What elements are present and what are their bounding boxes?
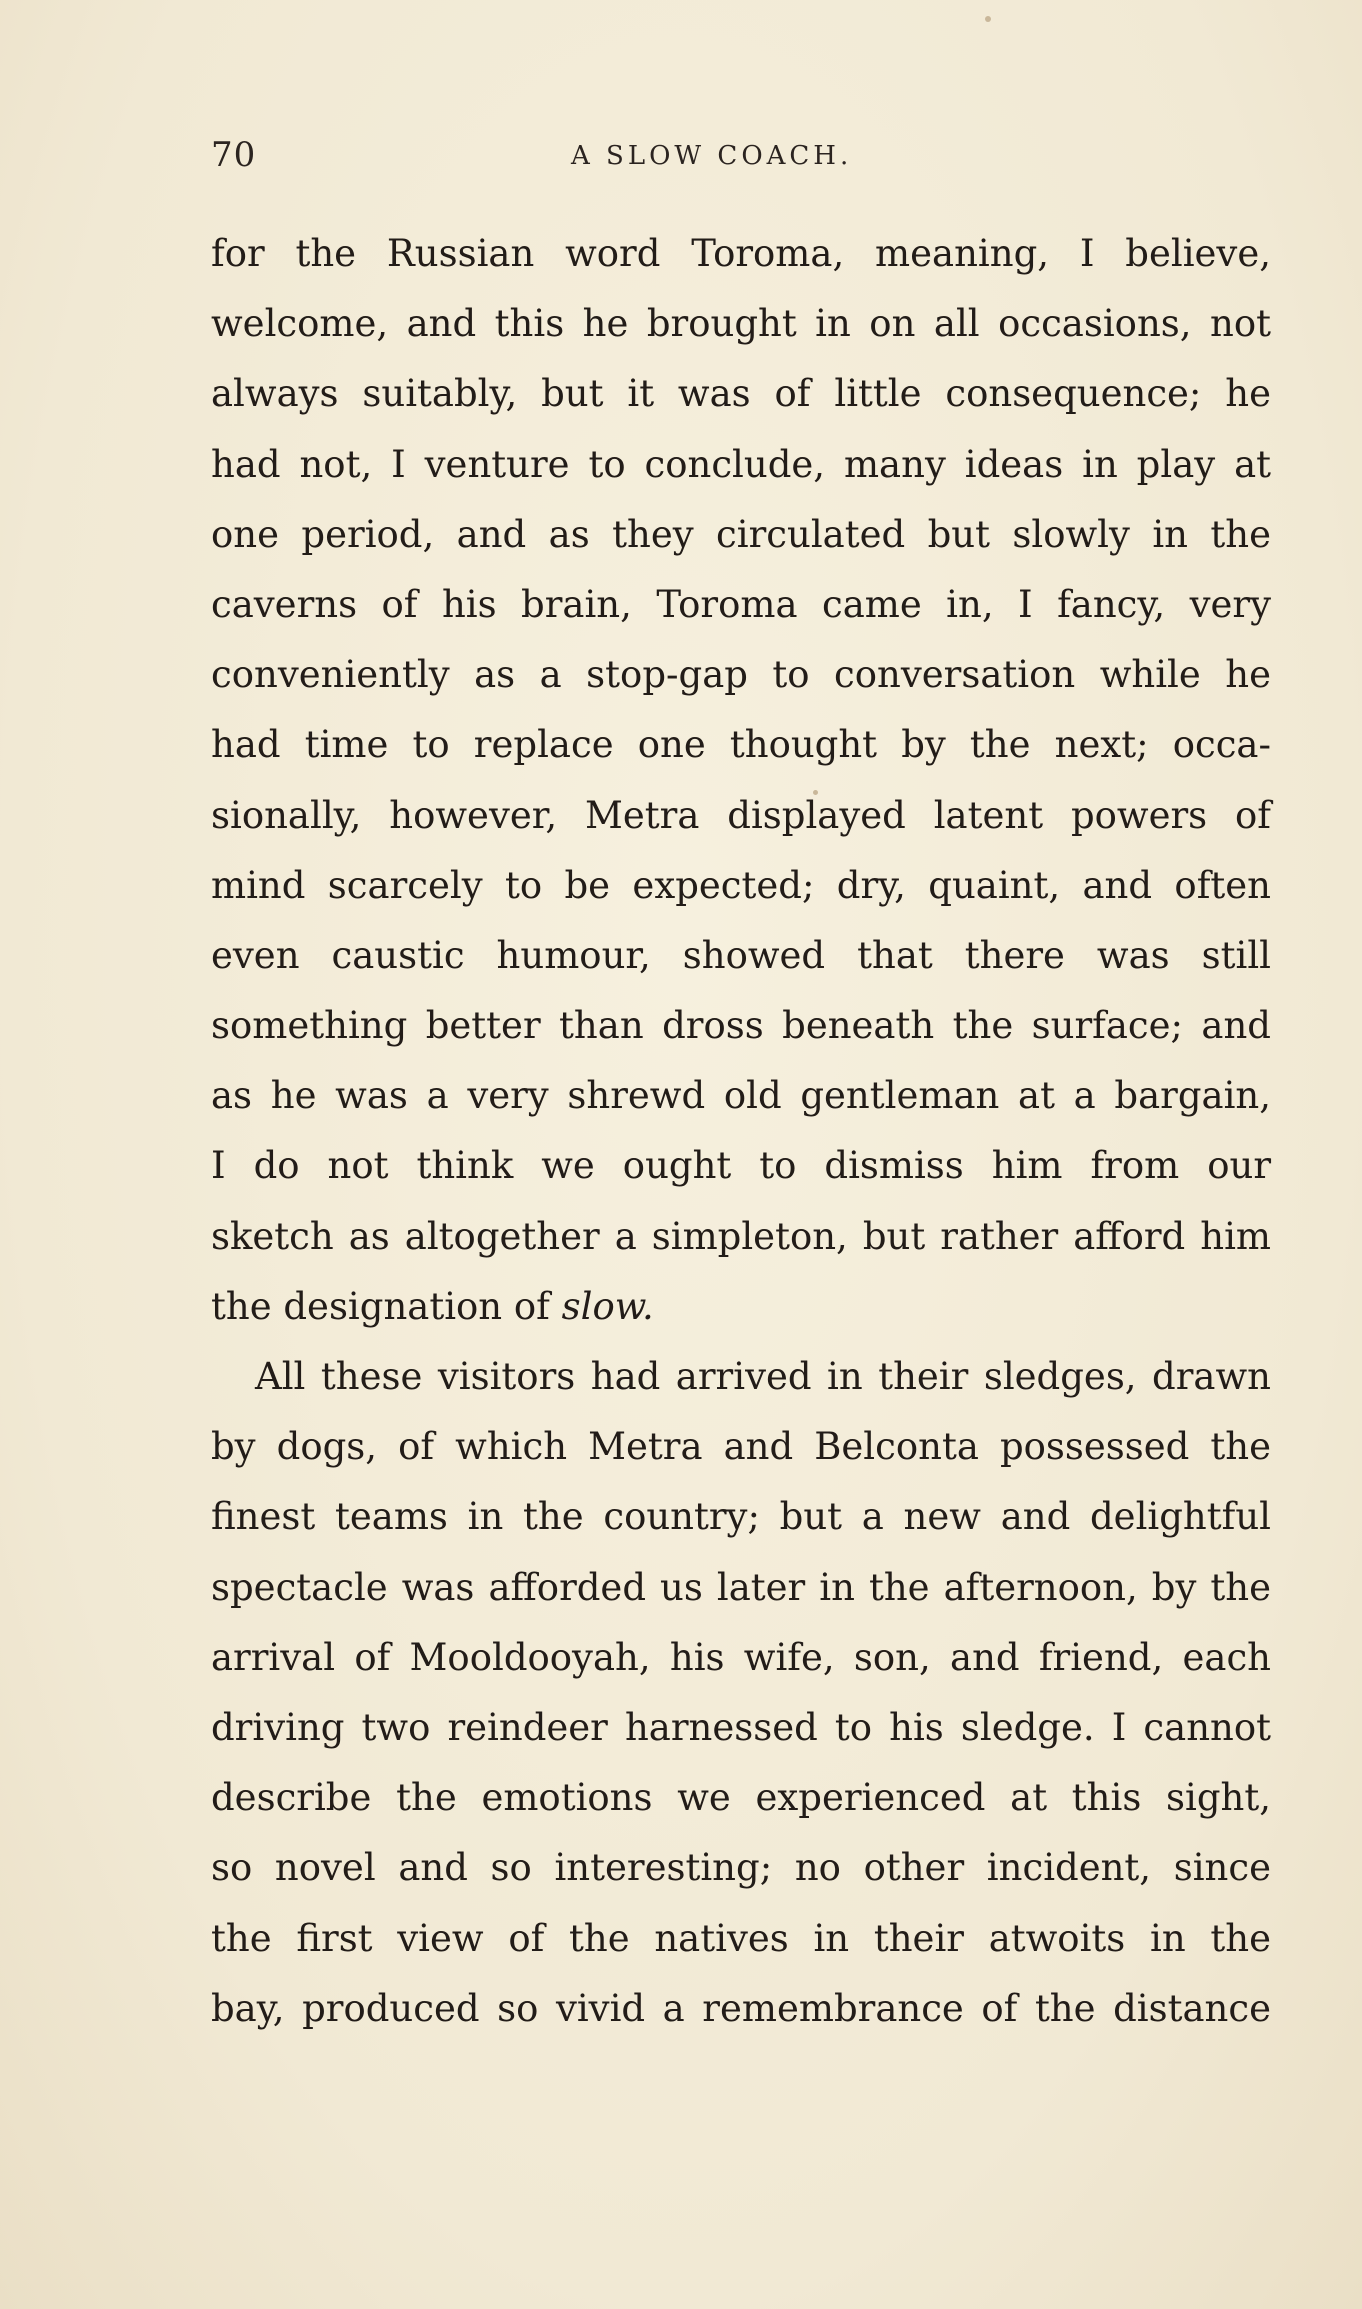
text-line: driving two reindeer harnessed to his sledge. I cannot <box>211 1705 1271 1749</box>
text-line: as he was a very shrewd old gentleman at a bargain, <box>211 1074 1271 1118</box>
text-line: by dogs, of which Metra and Belconta possessed the <box>211 1425 1271 1469</box>
text-line: sionally, however, Metra displayed latent powers of <box>211 793 1271 837</box>
paper-speck <box>985 16 991 22</box>
text-line: caverns of his brain, Toroma came in, I fancy, very <box>211 582 1271 626</box>
text-line-final <box>211 1272 1271 1342</box>
text-line: the first view of the natives in their atwoits in the <box>211 1916 1271 1960</box>
running-head <box>211 135 1271 185</box>
running-title: A SLOW COACH. <box>571 141 853 171</box>
text-line: for the Russian word Toroma, meaning, I believe, <box>211 232 1271 275</box>
text-line: something better than dross beneath the surface; and <box>211 1004 1271 1048</box>
paragraph-start-line: All these visitors had arrived in their sledges, drawn <box>255 1355 1271 1398</box>
text-line: spectacle was afforded us later in the afternoon, by the <box>211 1565 1271 1609</box>
body-text <box>211 219 1271 2044</box>
italic-word: slow. <box>561 1284 654 1328</box>
text-line: describe the emotions we experienced at this sight, <box>211 1776 1271 1820</box>
text-line-prefix: the designation of <box>211 1284 562 1328</box>
text-line: one period, and as they circulated but slowly in the <box>211 512 1271 556</box>
text-line: welcome, and this he brought in on all occasions, not <box>211 302 1271 346</box>
text-line: so novel and so interesting; no other incident, since <box>211 1846 1271 1890</box>
page-number: 70 <box>211 135 257 175</box>
text-line: bay, produced so vivid a remembrance of the distance <box>211 1986 1271 2030</box>
text-line: had time to replace one thought by the next; occa- <box>211 723 1271 767</box>
text-line: mind scarcely to be expected; dry, quaint, and often <box>211 863 1271 907</box>
text-line: even caustic humour, showed that there was still <box>211 933 1271 977</box>
text-line: arrival of Mooldooyah, his wife, son, and friend, each <box>211 1635 1271 1679</box>
text-line: finest teams in the country; but a new and delightful <box>211 1495 1271 1539</box>
text-line: sketch as altogether a simpleton, but rather afford him <box>211 1214 1271 1258</box>
text-line: conveniently as a stop-gap to conversation while he <box>211 653 1271 697</box>
text-line: had not, I venture to conclude, many ideas in play at <box>211 442 1271 486</box>
text-line: always suitably, but it was of little consequence; he <box>211 372 1271 416</box>
text-line: I do not think we ought to dismiss him from our <box>211 1144 1271 1188</box>
